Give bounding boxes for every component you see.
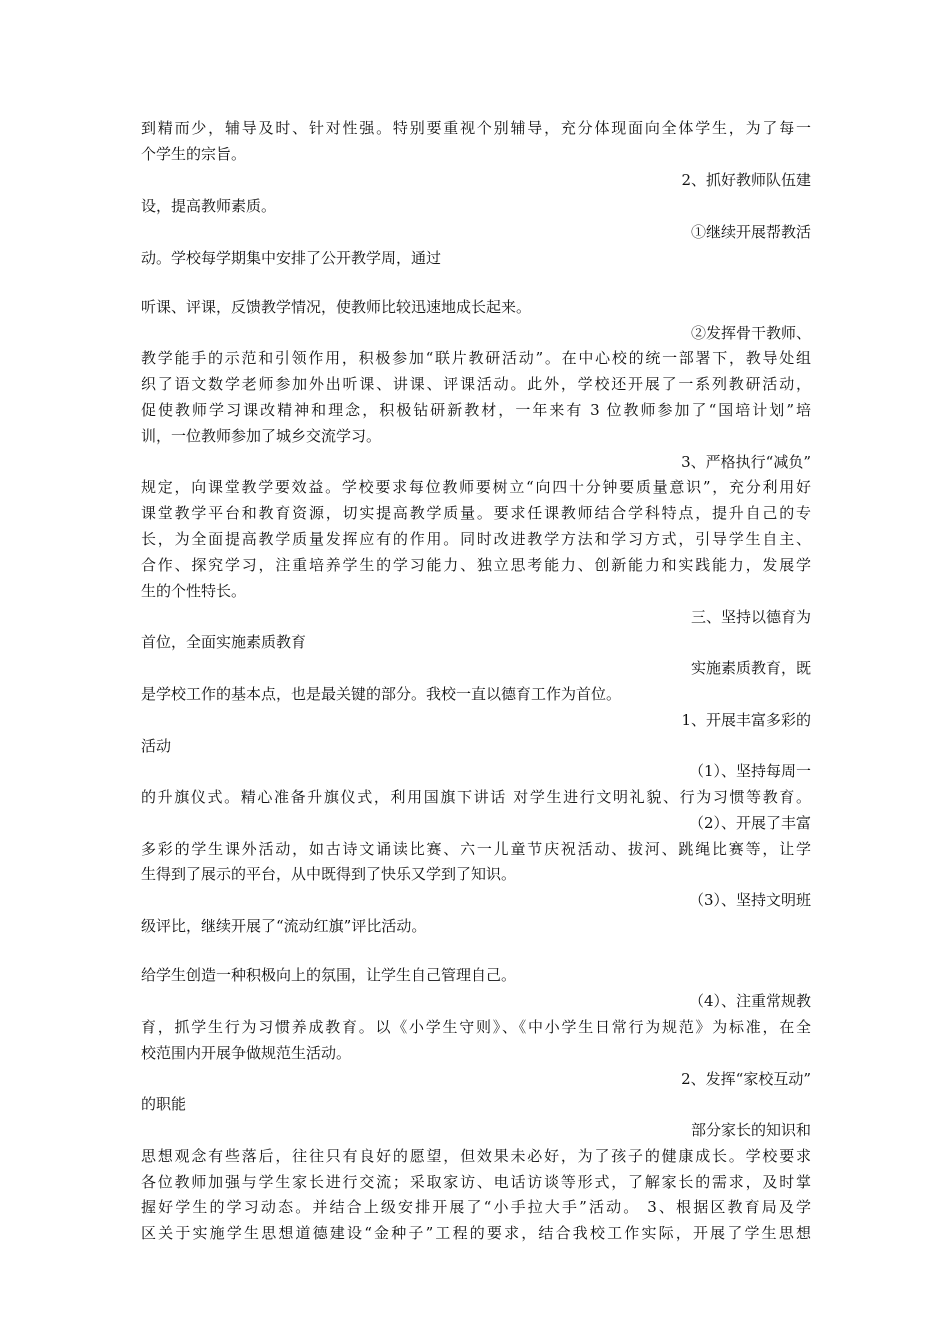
text-line: 的职能 (141, 1095, 187, 1113)
text-line: 长，为全面提高教学质量发挥应有的作用。同时改进教学方法和学习方式，引导学生自主、 (141, 530, 811, 548)
text-line: （1）、坚持每周一 (688, 762, 811, 780)
text-line: 规定，向课堂教学要效益。学校要求每位教师要树立“向四十分钟要质量意识”，充分利用好 (141, 478, 811, 496)
text-line: 育，抓学生行为习惯养成教育。以《小学生守则》、《中小学生日常行为规范》为标准，在全 (141, 1018, 811, 1036)
text-line: 2、发挥“家校互动” (681, 1070, 811, 1088)
text-line: 的升旗仪式。精心准备升旗仪式，利用国旗下讲话 对学生进行文明礼貌、行为习惯等教育。 (141, 788, 811, 806)
text-line: 教学能手的示范和引领作用，积极参加“联片教研活动”。在中心校的统一部署下，教导处组 (141, 349, 811, 367)
text-line: ②发挥骨干教师、 (690, 324, 811, 342)
text-line: 部分家长的知识和 (690, 1121, 811, 1139)
text-line: 是学校工作的基本点，也是最关键的部分。我校一直以德育工作为首位。 (141, 685, 622, 703)
text-line: 多彩的学生课外活动，如古诗文诵读比赛、六一儿童节庆祝活动、拔河、跳绳比赛等，让学 (141, 840, 811, 858)
text-line: 校范围内开展争做规范生活动。 (141, 1044, 352, 1062)
text-line: 首位，全面实施素质教育 (141, 633, 307, 651)
text-line: 2、抓好教师队伍建 (681, 171, 811, 189)
text-line: ①继续开展帮教活 (690, 223, 811, 241)
text-line: 听课、评课，反馈教学情况，使教师比较迅速地成长起来。 (141, 298, 532, 316)
text-line: 活动 (141, 737, 172, 755)
text-line: 织了语文数学老师参加外出听课、讲课、评课活动。此外，学校还开展了一系列教研活动， (141, 375, 811, 393)
text-line: 设，提高教师素质。 (141, 197, 277, 215)
text-line: 动。学校每学期集中安排了公开教学周，通过 (141, 249, 442, 267)
text-line: 区关于实施学生思想道德建设“金种子”工程的要求，结合我校工作实际，开展了学生思想 (141, 1224, 811, 1242)
text-line: 到精而少，辅导及时、针对性强。特别要重视个别辅导，充分体现面向全体学生，为了每一 (141, 119, 811, 137)
text-line: 3、严格执行“减负” (681, 453, 811, 471)
text-line: 1、开展丰富多彩的 (681, 711, 811, 729)
text-line: 三、坚持以德育为 (690, 608, 811, 626)
text-line: 级评比，继续开展了“流动红旗”评比活动。 (141, 917, 427, 935)
text-line: （4）、注重常规教 (688, 992, 811, 1010)
text-line: 生得到了展示的平台，从中既得到了快乐又学到了知识。 (141, 865, 517, 883)
text-line: 个学生的宗旨。 (141, 145, 247, 163)
text-line: 课堂教学平台和教育资源，切实提高教学质量。要求任课教师结合学科特点，提升自己的专 (141, 504, 811, 522)
text-line: 训，一位教师参加了城乡交流学习。 (141, 427, 382, 445)
text-line: 促使教师学习课改精神和理念，积极钻研新教材，一年来有 3 位教师参加了“国培计划”培 (141, 401, 811, 419)
text-line: 实施素质教育，既 (690, 659, 811, 677)
text-line: 给学生创造一种积极向上的氛围，让学生自己管理自己。 (141, 966, 517, 984)
text-line: 生的个性特长。 (141, 582, 247, 600)
text-line: （2）、开展了丰富 (688, 814, 811, 832)
text-line: 握好学生的学习动态。并结合上级安排开展了“小手拉大手”活动。 3、根据区教育局及学 (141, 1198, 811, 1216)
text-line: 思想观念有些落后，往往只有良好的愿望，但效果未必好，为了孩子的健康成长。学校要求 (141, 1147, 811, 1165)
text-line: 合作、探究学习，注重培养学生的学习能力、独立思考能力、创新能力和实践能力，发展学 (141, 556, 811, 574)
text-line: （3）、坚持文明班 (688, 891, 811, 909)
text-line: 各位教师加强与学生家长进行交流；采取家访、电话访谈等形式，了解家长的需求，及时掌 (141, 1173, 811, 1191)
